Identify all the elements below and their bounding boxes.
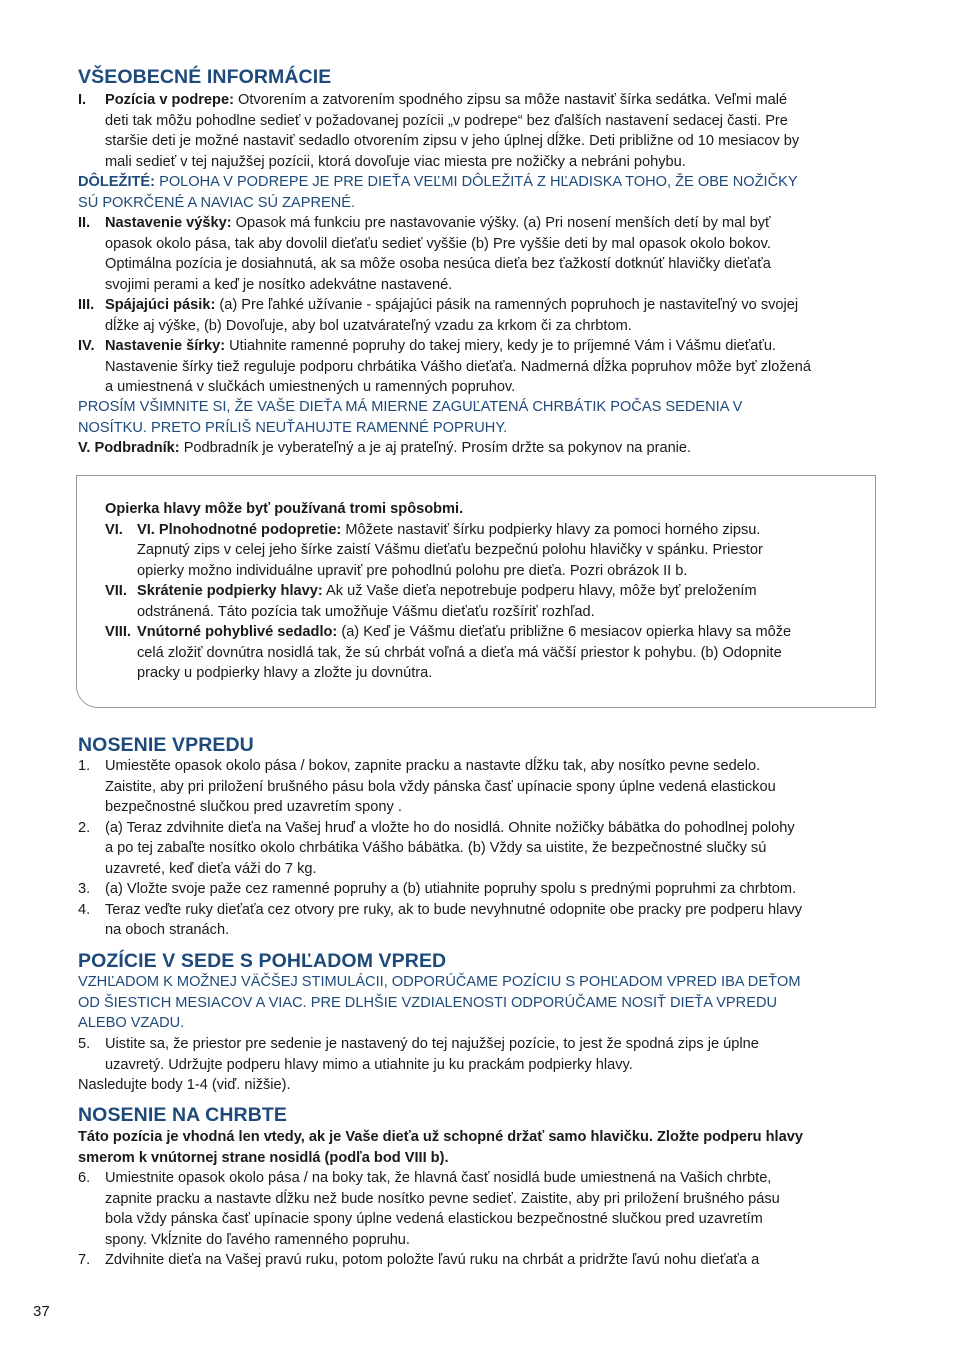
- step-text: zapnite pracku a nastavte dĺžku než bude nosítko pevne sedieť. Zaistite, aby pri priložení brušného pásu: [105, 1190, 780, 1207]
- item-text: Podbradník je vyberateľný a je aj prateľný. Prosím držte sa pokynov na pranie.: [179, 440, 692, 456]
- warning-text: ALEBO VZADU.: [78, 1015, 185, 1031]
- item-title: Spájajúci pásik:: [105, 297, 216, 313]
- step-text: a po tej zabaľte nosítko okolo chrbátika Vášho bábätka. (b) Vždy sa uistite, že bezpečnostné slučky sú: [105, 840, 767, 856]
- headrest-item-6: [105, 520, 865, 582]
- back-intro: Táto pozícia je vhodná len vtedy, ak je Vaše dieťa už schopné držať samo hlavičku. Zložte podperu hlavy: [78, 1129, 803, 1145]
- page-number: 37: [33, 1303, 50, 1320]
- item-title: Skrátenie podpierky hlavy:: [137, 583, 323, 599]
- section-heading-front: NOSENIE VPREDU: [78, 734, 254, 756]
- headrest-section: [105, 499, 865, 684]
- item-number: VII.: [105, 583, 127, 599]
- step-3: [78, 879, 878, 900]
- item-title: Nastavenie výšky:: [105, 215, 232, 231]
- step-text: (a) Teraz zdvihnite dieťa na Vašej hruď a vložte ho do nosidlá. Ohnite nožičky bábätka do pohodlnej polohy: [105, 819, 795, 836]
- step-text: Zaistite, aby pri priložení brušného pásu bola vždy pánska časť upínacie spony úplne vedená elastickou: [105, 778, 776, 795]
- item-number: VI.: [105, 521, 123, 538]
- item-text: deti tak môžu pohodlne sedieť v požadovanej pozícii „v podrepe“ bez ďalších nastavení sedacej časti. Pre: [105, 112, 788, 129]
- item-text: Nastavenie šírky tiež reguluje podporu chrbátika Vášho dieťaťa. Nadmerná dĺžka popruhov môže byť zložená: [105, 358, 811, 375]
- step-number: 2.: [78, 819, 91, 836]
- general-item-1: [78, 90, 878, 172]
- step-text: Umiestěte opasok okolo pása / bokov, zapnite pracku a nastavte dĺžku tak, aby nosítko pevne sedelo.: [105, 758, 761, 774]
- step-text: Teraz veďte ruky dieťaťa cez otvory pre ruky, ak to bude nevyhnutné odopnite obe pracky pre podperu hlavy: [105, 901, 803, 918]
- item-number: III.: [78, 297, 95, 313]
- item-text: celá zložiť dovnútra nosidlá tak, že sú chrbát voľná a dieťa má väčší priestor k pohybu. (b) Odopnite: [137, 644, 782, 661]
- item-number: I.: [78, 92, 87, 108]
- important-label: DÔLEŽITÉ:: [78, 174, 156, 190]
- item-title: VI. Plnohodnotné podopretie:: [137, 521, 342, 538]
- item-number: IV.: [78, 338, 95, 354]
- general-item-5: [78, 438, 878, 459]
- step-text: Zdvihnite dieťa na Vašej pravú ruku, potom položte ľavú ruku na chrbát a pridržte ľavú nohu dieťaťa a: [105, 1252, 760, 1268]
- step-2: [78, 818, 878, 880]
- headrest-intro: Opierka hlavy môže byť používaná tromi spôsobmi.: [105, 501, 464, 517]
- step-text: bezpečnostné slučkou pred uzavretím spony .: [105, 799, 402, 815]
- item-text: Utiahnite ramenné popruhy do takej miery, kedy je to príjemné Vám i Vášmu dieťaťu.: [225, 338, 776, 354]
- warning-text: VZHĽADOM K MOŽNEJ VÄČŠEJ STIMULÁCII, ODPORÚČAME POZÍCIU S POHĽADOM VPRED IBA DEŤOM: [78, 974, 801, 990]
- facing-steps: [78, 1034, 878, 1096]
- step-number: 7.: [78, 1252, 91, 1268]
- step-text: uzavretý. Udržujte podperu hlavy mimo a utiahnite ju ku prackám podpierky hlavy.: [105, 1056, 633, 1073]
- step-7: [78, 1250, 878, 1271]
- important-note: [78, 172, 878, 213]
- item-text: opasok okolo pása, tak aby dovolil dieťaťu sedieť vyššie (b) Pre vyššie deti by mal opasok okolo bokov.: [105, 235, 771, 252]
- item-text: (a) Keď je Vášmu dieťaťu približne 6 mesiacov opierka hlavy sa môže: [337, 624, 792, 640]
- back-intro: smerom k vnútornej strane nosidlá (podľa bod VIII b).: [78, 1149, 449, 1166]
- item-text: Opasok má funkciu pre nastavovanie výšky. (a) Pri nosení menších detí by mal byť: [231, 215, 771, 231]
- step-text: bola vždy pánska časť upínacie spony úplne vedená elastickou bezpečnostné slučkou pred uzavretím: [105, 1211, 763, 1227]
- headrest-item-8: [105, 622, 865, 684]
- item-text: Ak už Vaše dieťa nepotrebuje podperu hlavy, môže byť preložením: [322, 583, 757, 599]
- step-number: 4.: [78, 901, 91, 918]
- facing-warning: [78, 972, 878, 1034]
- warning-text: OD ŠIESTICH MESIACOV A VIAC. PRE DLHŠIE VZDIALENOSTI ODPORÚČAME NOSIŤ DIEŤA VPREDU: [78, 994, 778, 1011]
- back-section: [78, 1127, 878, 1271]
- step-text: na oboch stranách.: [105, 922, 230, 938]
- notice-text: NOSÍTKU. PRETO PRÍLIŠ NEUŤAHUJTE RAMENNÉ POPRUHY.: [78, 419, 508, 436]
- step-text: Uistite sa, že priestor pre sedenie je nastavený do tej najužšej pozície, to jest že spodná zips je úplne: [105, 1036, 759, 1052]
- step-text: spony. Vkĺznite do ľavého ramenného popruhu.: [105, 1231, 410, 1248]
- item-number: II.: [78, 215, 91, 231]
- step-6: [78, 1168, 878, 1250]
- item-text: Optimálna pozícia je dosiahnutá, ak sa môže osoba nesúca dieťa bez ťažkostí dotknúť hlavičky dieťaťa: [105, 256, 771, 272]
- item-text: odstránená. Táto pozícia tak umožňuje Vášmu dieťaťu rozšíriť rozhľad.: [137, 603, 595, 620]
- notice-note: [78, 397, 878, 438]
- step-4: [78, 900, 878, 941]
- step-text: uzavreté, keď dieťa váži do 7 kg.: [105, 860, 317, 877]
- item-text: Otvorením a zatvorením spodného zipsu sa môže nastaviť šírka sedátka. Veľmi malé: [233, 92, 788, 108]
- item-number: VIII.: [105, 624, 131, 640]
- step-number: 6.: [78, 1170, 91, 1186]
- step-number: 5.: [78, 1036, 91, 1052]
- item-text: svojimi perami a keď je nosítko adekvátne nastavené.: [105, 276, 453, 293]
- item-title: Pozícia v podrepe:: [105, 92, 234, 108]
- item-text: dĺžke aj výške, (b) Dovoľuje, aby bol uzatvárateľný vzadu za krkom či za chrbtom.: [105, 317, 632, 334]
- general-item-4: [78, 336, 878, 398]
- item-title: Nastavenie šírky:: [105, 338, 226, 354]
- item-text: Môžete nastaviť šírku podpierky hlavy za pomoci horného zipsu.: [341, 521, 761, 538]
- item-title: Vnútorné pohyblivé sedadlo:: [137, 624, 338, 640]
- important-text: SÚ POKRČENÉ A NAVIAC SÚ ZAPRENÉ.: [78, 194, 356, 211]
- section-heading-facing: POZÍCIE V SEDE S POHĽADOM VPRED: [78, 950, 447, 972]
- item-text: (a) Pre ľahké užívanie - spájajúci pásik na ramenných popruhoch je nastaviteľný vo svojej: [215, 297, 799, 313]
- step-1: [78, 756, 878, 818]
- important-text: POLOHA V PODREPE JE PRE DIEŤA VEĽMI DÔLEŽITÁ Z HĽADISKA TOHO, ŽE OBE NOŽIČKY: [155, 174, 798, 190]
- section-heading-general: VŠEOBECNÉ INFORMÁCIE: [78, 66, 332, 88]
- general-item-2: [78, 213, 878, 295]
- item-text: a umiestnená v slučkách umiestnených u ramenných popruhov.: [105, 379, 516, 395]
- front-steps: [78, 756, 878, 941]
- item-text: opierky možno individuálne upraviť pre pohodlnú polohu pre dieťa. Pozri obrázok II b.: [137, 562, 688, 579]
- item-text: staršie deti je možné nastaviť sedadlo otvorením zipsu v jeho úplnej dĺžke. Deti približne od 10 mesiacov by: [105, 133, 800, 149]
- section-heading-back: NOSENIE NA CHRBTE: [78, 1104, 287, 1126]
- item-text: Zapnutý zips v celej jeho šírke zaistí Vášmu dieťaťu bezpečnú polohu hlavičky v spánku. Priestor: [137, 542, 763, 558]
- general-item-3: [78, 295, 878, 336]
- notice-text: PROSÍM VŠIMNITE SI, ŽE VAŠE DIEŤA MÁ MIERNE ZAGUĽATENÁ CHRBÁTIK POČAS SEDENIA V: [78, 399, 743, 415]
- headrest-item-7: [105, 581, 865, 622]
- step-text: Umiestnite opasok okolo pása / na boky tak, že hlavná časť nosidlá bude umiestnená na Vašich chrbte,: [105, 1170, 772, 1186]
- step-5: [78, 1034, 878, 1075]
- item-text: mali sedieť v tej najužšej pozícii, ktorá dovoľuje viac miesta pre nožičky a nebráni pohybu.: [105, 153, 686, 170]
- step-number: 3.: [78, 881, 91, 897]
- item-text: pracky u podpierky hlavy a zložte ju dovnútra.: [137, 665, 433, 681]
- step-text: (a) Vložte svoje paže cez ramenné popruhy a (b) utiahnite popruhy spolu s prednými popruhmi za chrbtom.: [105, 881, 797, 897]
- step-number: 1.: [78, 758, 91, 774]
- follow-note: Nasledujte body 1-4 (viď. nižšie).: [78, 1077, 291, 1093]
- item-title: V. Podbradník:: [78, 440, 180, 456]
